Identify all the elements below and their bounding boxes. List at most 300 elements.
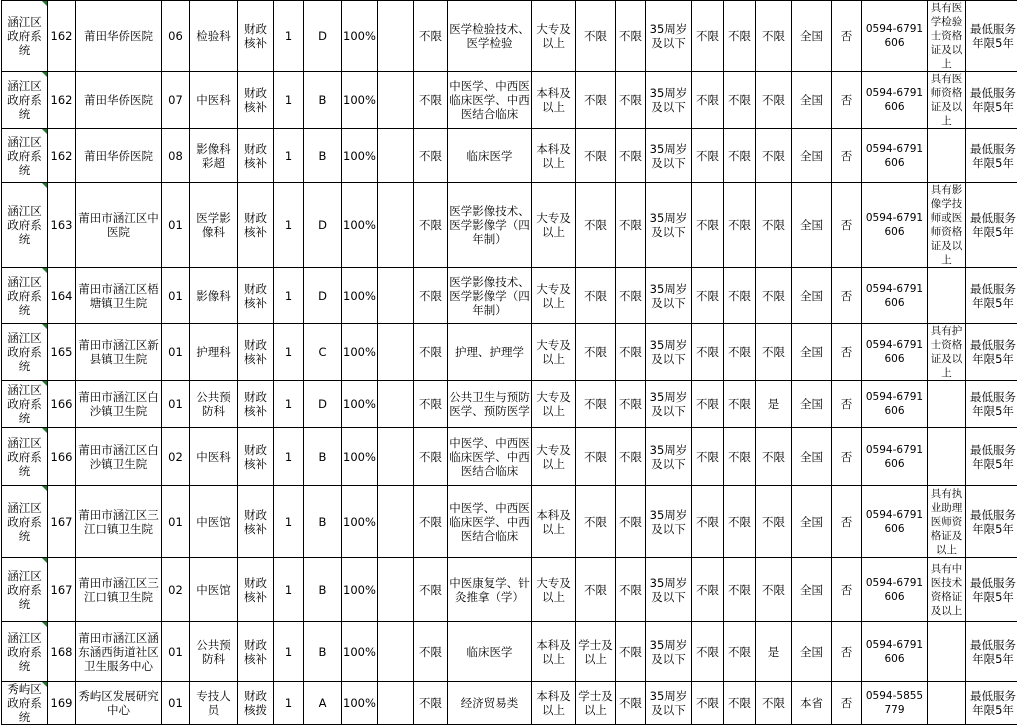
- phone-cell: 0594-6791606: [862, 381, 928, 428]
- condition-cell: 不限: [692, 183, 724, 268]
- department-cell: 涵江区政府系统: [2, 129, 48, 183]
- funding-cell: 财政核补: [238, 324, 274, 381]
- funding-cell: 财政核补: [238, 268, 274, 324]
- dept-code-cell: 163: [48, 183, 76, 268]
- exam-cell: 否: [832, 558, 862, 622]
- age-cell: 35周岁及以下: [646, 622, 692, 682]
- note-cell: [928, 268, 966, 324]
- ratio-cell: 100%: [342, 381, 378, 428]
- category-cell: B: [304, 428, 342, 486]
- category-cell: B: [304, 558, 342, 622]
- exam-cell: 否: [832, 486, 862, 558]
- politics-cell: 不限: [616, 486, 646, 558]
- region-cell: 全国: [792, 622, 832, 682]
- age-cell: 35周岁及以下: [646, 183, 692, 268]
- service-cell: 最低服务年限5年: [966, 129, 1017, 183]
- department-cell: 涵江区政府系统: [2, 72, 48, 129]
- education-cell: 大专及以上: [532, 558, 576, 622]
- degree-cell: 不限: [576, 72, 616, 129]
- major-cell: 护理、护理学: [448, 324, 532, 381]
- phone-cell: 0594-6791606: [862, 558, 928, 622]
- age-cell: 35周岁及以下: [646, 428, 692, 486]
- note-cell: 具有医师资格证及以上: [928, 72, 966, 129]
- degree-cell: 不限: [576, 558, 616, 622]
- condition-cell: 不限: [724, 381, 756, 428]
- gender-cell: 不限: [414, 428, 448, 486]
- gender-cell: 不限: [414, 486, 448, 558]
- table-row: [2, 428, 1017, 486]
- condition-cell: 不限: [692, 558, 724, 622]
- phone-cell: 0594-5855779: [862, 682, 928, 725]
- condition-cell: 不限: [756, 129, 792, 183]
- service-cell: 最低服务年限5年: [966, 72, 1017, 129]
- region-cell: 全国: [792, 268, 832, 324]
- position-name-cell: 中医馆: [190, 486, 238, 558]
- table-row: [2, 324, 1017, 381]
- blank-cell: [378, 558, 414, 622]
- unit-name-cell: 莆田华侨医院: [76, 1, 162, 72]
- position-name-cell: 影像科彩超: [190, 129, 238, 183]
- category-cell: C: [304, 324, 342, 381]
- condition-cell: 不限: [756, 183, 792, 268]
- condition-cell: 不限: [724, 1, 756, 72]
- phone-cell: 0594-6791606: [862, 129, 928, 183]
- category-cell: B: [304, 72, 342, 129]
- department-cell: 涵江区政府系统: [2, 428, 48, 486]
- degree-cell: 不限: [576, 428, 616, 486]
- education-cell: 大专及以上: [532, 183, 576, 268]
- politics-cell: 不限: [616, 558, 646, 622]
- table-row: [2, 381, 1017, 428]
- position-code-cell: 01: [162, 682, 190, 725]
- politics-cell: 不限: [616, 72, 646, 129]
- gender-cell: 不限: [414, 72, 448, 129]
- politics-cell: 不限: [616, 183, 646, 268]
- table-row: [2, 682, 1017, 725]
- region-cell: 全国: [792, 1, 832, 72]
- blank-cell: [378, 1, 414, 72]
- funding-cell: 财政核拨: [238, 682, 274, 725]
- education-cell: 本科及以上: [532, 72, 576, 129]
- condition-cell: 不限: [756, 324, 792, 381]
- category-cell: D: [304, 1, 342, 72]
- table-row: [2, 486, 1017, 558]
- gender-cell: 不限: [414, 268, 448, 324]
- condition-cell: 是: [756, 381, 792, 428]
- exam-cell: 否: [832, 381, 862, 428]
- condition-cell: 不限: [692, 324, 724, 381]
- phone-cell: 0594-6791606: [862, 72, 928, 129]
- funding-cell: 财政核补: [238, 129, 274, 183]
- education-cell: 本科及以上: [532, 622, 576, 682]
- position-name-cell: 专技人员: [190, 682, 238, 725]
- category-cell: B: [304, 486, 342, 558]
- condition-cell: 不限: [724, 268, 756, 324]
- department-cell: 秀屿区政府系统: [2, 682, 48, 725]
- politics-cell: 不限: [616, 1, 646, 72]
- major-cell: 医学影像技术、医学影像学（四年制）: [448, 268, 532, 324]
- condition-cell: 不限: [692, 428, 724, 486]
- blank-cell: [378, 129, 414, 183]
- region-cell: 全国: [792, 486, 832, 558]
- degree-cell: 不限: [576, 129, 616, 183]
- gender-cell: 不限: [414, 324, 448, 381]
- ratio-cell: 100%: [342, 72, 378, 129]
- category-cell: B: [304, 129, 342, 183]
- unit-name-cell: 莆田市涵江区新县镇卫生院: [76, 324, 162, 381]
- region-cell: 全国: [792, 558, 832, 622]
- major-cell: 中医学、中西医临床医学、中西医结合临床: [448, 486, 532, 558]
- note-cell: [928, 381, 966, 428]
- major-cell: 公共卫生与预防医学、预防医学: [448, 381, 532, 428]
- position-name-cell: 护理科: [190, 324, 238, 381]
- politics-cell: 不限: [616, 129, 646, 183]
- headcount-cell: 1: [274, 682, 304, 725]
- position-name-cell: 中医馆: [190, 558, 238, 622]
- degree-cell: 不限: [576, 486, 616, 558]
- condition-cell: 不限: [724, 486, 756, 558]
- education-cell: 本科及以上: [532, 682, 576, 725]
- exam-cell: 否: [832, 428, 862, 486]
- education-cell: 大专及以上: [532, 324, 576, 381]
- age-cell: 35周岁及以下: [646, 324, 692, 381]
- politics-cell: 不限: [616, 381, 646, 428]
- exam-cell: 否: [832, 72, 862, 129]
- major-cell: 中医学、中西医临床医学、中西医结合临床: [448, 428, 532, 486]
- headcount-cell: 1: [274, 381, 304, 428]
- condition-cell: 不限: [692, 129, 724, 183]
- age-cell: 35周岁及以下: [646, 486, 692, 558]
- region-cell: 全国: [792, 381, 832, 428]
- condition-cell: 不限: [724, 324, 756, 381]
- note-cell: [928, 682, 966, 725]
- position-name-cell: 中医科: [190, 428, 238, 486]
- unit-name-cell: 莆田华侨医院: [76, 72, 162, 129]
- position-code-cell: 08: [162, 129, 190, 183]
- ratio-cell: 100%: [342, 129, 378, 183]
- service-cell: 最低服务年限5年: [966, 558, 1017, 622]
- position-code-cell: 01: [162, 324, 190, 381]
- headcount-cell: 1: [274, 558, 304, 622]
- position-code-cell: 01: [162, 183, 190, 268]
- exam-cell: 否: [832, 183, 862, 268]
- dept-code-cell: 167: [48, 486, 76, 558]
- degree-cell: 不限: [576, 268, 616, 324]
- condition-cell: 不限: [724, 183, 756, 268]
- unit-name-cell: 莆田市涵江区涵东涵西街道社区卫生服务中心: [76, 622, 162, 682]
- major-cell: 医学影像技术、医学影像学（四年制）: [448, 183, 532, 268]
- region-cell: 全国: [792, 129, 832, 183]
- major-cell: 经济贸易类: [448, 682, 532, 725]
- blank-cell: [378, 682, 414, 725]
- funding-cell: 财政核补: [238, 1, 274, 72]
- exam-cell: 否: [832, 268, 862, 324]
- table-row: [2, 183, 1017, 268]
- category-cell: D: [304, 268, 342, 324]
- table-row: [2, 268, 1017, 324]
- ratio-cell: 100%: [342, 682, 378, 725]
- gender-cell: 不限: [414, 558, 448, 622]
- age-cell: 35周岁及以下: [646, 129, 692, 183]
- position-name-cell: 公共预防科: [190, 622, 238, 682]
- table-row: [2, 129, 1017, 183]
- service-cell: 最低服务年限5年: [966, 1, 1017, 72]
- condition-cell: 不限: [756, 558, 792, 622]
- major-cell: 临床医学: [448, 622, 532, 682]
- blank-cell: [378, 324, 414, 381]
- phone-cell: 0594-6791606: [862, 486, 928, 558]
- note-cell: 具有护士资格证及以上: [928, 324, 966, 381]
- ratio-cell: 100%: [342, 486, 378, 558]
- service-cell: 最低服务年限5年: [966, 183, 1017, 268]
- department-cell: 涵江区政府系统: [2, 381, 48, 428]
- funding-cell: 财政核补: [238, 558, 274, 622]
- phone-cell: 0594-6791606: [862, 622, 928, 682]
- exam-cell: 否: [832, 622, 862, 682]
- dept-code-cell: 168: [48, 622, 76, 682]
- blank-cell: [378, 72, 414, 129]
- condition-cell: 不限: [724, 682, 756, 725]
- ratio-cell: 100%: [342, 324, 378, 381]
- department-cell: 涵江区政府系统: [2, 183, 48, 268]
- unit-name-cell: 莆田市涵江区梧塘镇卫生院: [76, 268, 162, 324]
- headcount-cell: 1: [274, 72, 304, 129]
- unit-name-cell: 莆田市涵江区中医院: [76, 183, 162, 268]
- service-cell: 最低服务年限5年: [966, 381, 1017, 428]
- position-name-cell: 医学影像科: [190, 183, 238, 268]
- major-cell: 中医康复学、针灸推拿（学）: [448, 558, 532, 622]
- degree-cell: 不限: [576, 1, 616, 72]
- gender-cell: 不限: [414, 682, 448, 725]
- region-cell: 全国: [792, 324, 832, 381]
- blank-cell: [378, 428, 414, 486]
- gender-cell: 不限: [414, 1, 448, 72]
- headcount-cell: 1: [274, 129, 304, 183]
- headcount-cell: 1: [274, 183, 304, 268]
- degree-cell: 学士及以上: [576, 622, 616, 682]
- department-cell: 涵江区政府系统: [2, 558, 48, 622]
- headcount-cell: 1: [274, 486, 304, 558]
- ratio-cell: 100%: [342, 268, 378, 324]
- age-cell: 35周岁及以下: [646, 1, 692, 72]
- major-cell: 临床医学: [448, 129, 532, 183]
- dept-code-cell: 162: [48, 129, 76, 183]
- exam-cell: 否: [832, 682, 862, 725]
- table-row: [2, 558, 1017, 622]
- service-cell: 最低服务年限5年: [966, 622, 1017, 682]
- exam-cell: 否: [832, 129, 862, 183]
- note-cell: 具有中医技术资格证及以上: [928, 558, 966, 622]
- ratio-cell: 100%: [342, 428, 378, 486]
- dept-code-cell: 169: [48, 682, 76, 725]
- table-row: [2, 72, 1017, 129]
- dept-code-cell: 166: [48, 381, 76, 428]
- table-row: [2, 622, 1017, 682]
- politics-cell: 不限: [616, 324, 646, 381]
- education-cell: 大专及以上: [532, 428, 576, 486]
- politics-cell: 不限: [616, 428, 646, 486]
- service-cell: 最低服务年限5年: [966, 486, 1017, 558]
- category-cell: D: [304, 183, 342, 268]
- note-cell: 具有执业助理医师资格证及以上: [928, 486, 966, 558]
- degree-cell: 不限: [576, 324, 616, 381]
- condition-cell: 不限: [724, 129, 756, 183]
- blank-cell: [378, 622, 414, 682]
- phone-cell: 0594-6791606: [862, 1, 928, 72]
- category-cell: B: [304, 622, 342, 682]
- funding-cell: 财政核补: [238, 622, 274, 682]
- note-cell: 具有影像学技师或医师资格证及以上: [928, 183, 966, 268]
- dept-code-cell: 162: [48, 72, 76, 129]
- ratio-cell: 100%: [342, 183, 378, 268]
- education-cell: 本科及以上: [532, 129, 576, 183]
- condition-cell: 不限: [724, 72, 756, 129]
- age-cell: 35周岁及以下: [646, 268, 692, 324]
- phone-cell: 0594-6791606: [862, 268, 928, 324]
- region-cell: 全国: [792, 72, 832, 129]
- funding-cell: 财政核补: [238, 72, 274, 129]
- category-cell: A: [304, 682, 342, 725]
- condition-cell: 不限: [756, 428, 792, 486]
- exam-cell: 否: [832, 324, 862, 381]
- politics-cell: 不限: [616, 622, 646, 682]
- condition-cell: 不限: [756, 1, 792, 72]
- unit-name-cell: 莆田市涵江区三江口镇卫生院: [76, 558, 162, 622]
- condition-cell: 不限: [692, 268, 724, 324]
- headcount-cell: 1: [274, 1, 304, 72]
- unit-name-cell: 莆田市涵江区三江口镇卫生院: [76, 486, 162, 558]
- condition-cell: 不限: [756, 486, 792, 558]
- condition-cell: 不限: [692, 682, 724, 725]
- service-cell: 最低服务年限5年: [966, 428, 1017, 486]
- headcount-cell: 1: [274, 324, 304, 381]
- age-cell: 35周岁及以下: [646, 558, 692, 622]
- position-code-cell: 02: [162, 428, 190, 486]
- service-cell: 最低服务年限5年: [966, 268, 1017, 324]
- major-cell: 医学检验技术、医学检验: [448, 1, 532, 72]
- unit-name-cell: 莆田市涵江区白沙镇卫生院: [76, 381, 162, 428]
- condition-cell: 不限: [724, 428, 756, 486]
- department-cell: 涵江区政府系统: [2, 268, 48, 324]
- education-cell: 大专及以上: [532, 268, 576, 324]
- politics-cell: 不限: [616, 682, 646, 725]
- blank-cell: [378, 486, 414, 558]
- unit-name-cell: 秀屿区发展研究中心: [76, 682, 162, 725]
- department-cell: 涵江区政府系统: [2, 324, 48, 381]
- department-cell: 涵江区政府系统: [2, 622, 48, 682]
- age-cell: 35周岁及以下: [646, 682, 692, 725]
- education-cell: 本科及以上: [532, 486, 576, 558]
- service-cell: 最低服务年限5年: [966, 324, 1017, 381]
- education-cell: 大专及以上: [532, 381, 576, 428]
- exam-cell: 否: [832, 1, 862, 72]
- gender-cell: 不限: [414, 129, 448, 183]
- position-code-cell: 02: [162, 558, 190, 622]
- degree-cell: 学士及以上: [576, 682, 616, 725]
- funding-cell: 财政核补: [238, 486, 274, 558]
- condition-cell: 不限: [724, 622, 756, 682]
- degree-cell: 不限: [576, 381, 616, 428]
- dept-code-cell: 164: [48, 268, 76, 324]
- position-code-cell: 01: [162, 622, 190, 682]
- blank-cell: [378, 381, 414, 428]
- funding-cell: 财政核补: [238, 183, 274, 268]
- gender-cell: 不限: [414, 183, 448, 268]
- department-cell: 涵江区政府系统: [2, 486, 48, 558]
- note-cell: 具有医学检验士资格证及以上: [928, 1, 966, 72]
- position-code-cell: 07: [162, 72, 190, 129]
- position-name-cell: 检验科: [190, 1, 238, 72]
- blank-cell: [378, 268, 414, 324]
- position-name-cell: 中医科: [190, 72, 238, 129]
- condition-cell: 不限: [756, 682, 792, 725]
- position-code-cell: 01: [162, 381, 190, 428]
- age-cell: 35周岁及以下: [646, 72, 692, 129]
- dept-code-cell: 162: [48, 1, 76, 72]
- condition-cell: 不限: [692, 622, 724, 682]
- table-body: [2, 1, 1017, 725]
- note-cell: [928, 129, 966, 183]
- politics-cell: 不限: [616, 268, 646, 324]
- region-cell: 本省: [792, 682, 832, 725]
- age-cell: 35周岁及以下: [646, 381, 692, 428]
- dept-code-cell: 165: [48, 324, 76, 381]
- condition-cell: 不限: [756, 72, 792, 129]
- phone-cell: 0594-6791606: [862, 324, 928, 381]
- gender-cell: 不限: [414, 622, 448, 682]
- headcount-cell: 1: [274, 622, 304, 682]
- condition-cell: 不限: [692, 72, 724, 129]
- ratio-cell: 100%: [342, 1, 378, 72]
- dept-code-cell: 167: [48, 558, 76, 622]
- education-cell: 大专及以上: [532, 1, 576, 72]
- funding-cell: 财政核补: [238, 428, 274, 486]
- ratio-cell: 100%: [342, 558, 378, 622]
- service-cell: 最低服务年限5年: [966, 682, 1017, 725]
- condition-cell: 不限: [692, 381, 724, 428]
- phone-cell: 0594-6791606: [862, 428, 928, 486]
- recruitment-table: [1, 0, 1017, 725]
- note-cell: [928, 622, 966, 682]
- phone-cell: 0594-6791606: [862, 183, 928, 268]
- condition-cell: 不限: [756, 268, 792, 324]
- position-code-cell: 01: [162, 486, 190, 558]
- position-name-cell: 影像科: [190, 268, 238, 324]
- position-code-cell: 06: [162, 1, 190, 72]
- funding-cell: 财政核补: [238, 381, 274, 428]
- unit-name-cell: 莆田华侨医院: [76, 129, 162, 183]
- unit-name-cell: 莆田市涵江区白沙镇卫生院: [76, 428, 162, 486]
- condition-cell: 不限: [692, 1, 724, 72]
- position-name-cell: 公共预防科: [190, 381, 238, 428]
- gender-cell: 不限: [414, 381, 448, 428]
- major-cell: 中医学、中西医临床医学、中西医结合临床: [448, 72, 532, 129]
- note-cell: [928, 428, 966, 486]
- condition-cell: 不限: [692, 486, 724, 558]
- degree-cell: 不限: [576, 183, 616, 268]
- department-cell: 涵江区政府系统: [2, 1, 48, 72]
- condition-cell: 不限: [724, 558, 756, 622]
- dept-code-cell: 166: [48, 428, 76, 486]
- ratio-cell: 100%: [342, 622, 378, 682]
- table-row: [2, 1, 1017, 72]
- region-cell: 全国: [792, 183, 832, 268]
- position-code-cell: 01: [162, 268, 190, 324]
- condition-cell: 是: [756, 622, 792, 682]
- blank-cell: [378, 183, 414, 268]
- category-cell: D: [304, 381, 342, 428]
- region-cell: 全国: [792, 428, 832, 486]
